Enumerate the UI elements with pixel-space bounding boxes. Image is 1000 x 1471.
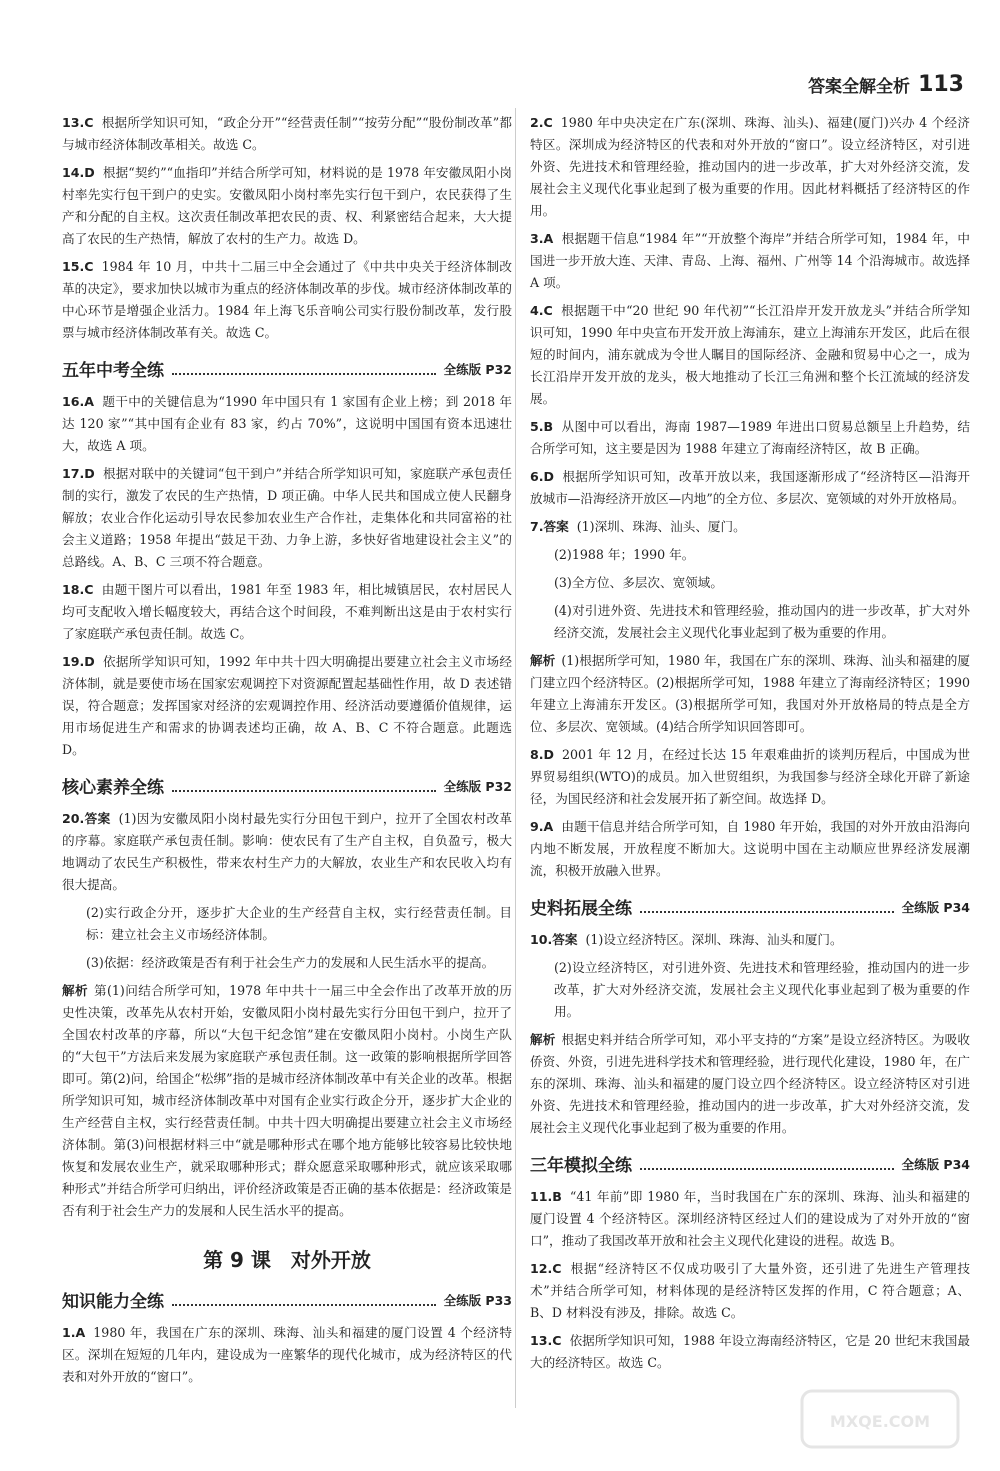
- answer-item: [62, 579, 512, 645]
- item-text: 根据所学知识可知，“政企分开”“经营责任制”“按劳分配”“股份制改革”都与城市经济体制改革相关。故选 C。: [62, 115, 512, 152]
- section-header: [530, 1151, 970, 1176]
- right-column: [530, 112, 970, 1380]
- item-text: 根据题干中“20 世纪 90 年代初”“长江沿岸开发开放龙头”并结合所学知识可知，1990 年中央宣布开发开放上海浦东，建立上海浦东开发区，此后在很短的时间内，浦东就成为令世人瞩目的国际经济、金融和贸易中心之一，成为长江沿岸开发开放的龙头，极大地推动了长江三角洲和整个长江流域的经济发展。: [530, 303, 970, 406]
- left-column: [62, 112, 512, 1394]
- answer-item: [530, 228, 970, 294]
- item-text: 由题干信息并结合所学可知，自 1980 年开始，我国的对外开放由沿海向内地不断发展，开放程度不断加大。这说明中国在主动顺应世界经济发展潮流，积极开放融入世界。: [530, 819, 970, 878]
- analysis-text: (1)根据所学可知，1980 年，我国在广东的深圳、珠海、汕头和福建的厦门建立四个经济特区。(2)根据所学可知，1988 年建立了海南经济特区；1990 年建立上海浦东开发区。(3)根据所学可知，我国对外开放格局的特点是全方位、多层次、宽领域。(4)结合所学知识回答即可。: [530, 653, 970, 734]
- section-ref: 全练版 P32: [443, 361, 512, 377]
- answer-subitem: (2)实行政企分开，逐步扩大企业的生产经营自主权，实行经营责任制。目标：建立社会主义市场经济体制。: [86, 905, 512, 942]
- section-header: [62, 356, 512, 381]
- item-text: “41 年前”即 1980 年，当时我国在广东的深圳、珠海、汕头和福建的厦门设置 4 个经济特区。深圳经济特区经过人们的建设成为了对外开放的“窗口”，推动了我国改革开放和社会主义现代化建设的进程。故选 B。: [530, 1189, 970, 1248]
- item-number: 18.C: [62, 582, 94, 597]
- item-text: (1)深圳、珠海、汕头、厦门。: [576, 519, 746, 534]
- answer-item: [530, 516, 970, 538]
- item-number: 12.C: [530, 1261, 562, 1276]
- answer-item: [62, 651, 512, 761]
- answer-item: [62, 391, 512, 457]
- answer-item: [530, 112, 970, 222]
- answer-item: [530, 1258, 970, 1324]
- item-text: 依据所学知识可知，1992 年中共十四大明确提出要建立社会主义市场经济体制，就是要使市场在国家宏观调控下对资源配置起基础性作用，故 D 表述错误，符合题意；发挥国家对经济的宏观调控作用、经济活动要遵循价值规律，运用市场促进生产和需求的协调表述均正确，故 A、B、C 不符合题意。此题选 D。: [62, 654, 512, 757]
- item-number: 5.B: [530, 419, 554, 434]
- item-text: (1)因为安徽凤阳小岗村最先实行分田包干到户，拉开了全国农村改革的序幕。家庭联产承包责任制。影响：使农民有了生产自主权，自负盈亏，极大地调动了农民生产积极性，带来农村生产力的大解放，农业生产和农民收入均有很大提高。: [62, 811, 513, 892]
- item-number: 6.D: [530, 469, 555, 484]
- answer-subitem: (4)对引进外资、先进技术和管理经验，推动国内的进一步改革，扩大对外经济交流，发展社会主义现代化事业起到了极为重要的作用。: [554, 603, 970, 640]
- section-dots: [640, 1158, 894, 1170]
- answer-item: [62, 112, 512, 156]
- section-header: [62, 773, 512, 798]
- section-title: 知识能力全练: [62, 1292, 164, 1312]
- section-title: 史料拓展全练: [530, 899, 632, 919]
- answer-subitem: (2)1988 年；1990 年。: [554, 547, 695, 562]
- answer-subitem: (2)设立经济特区，对引进外资、先进技术和管理经验，推动国内的进一步改革，扩大对外经济交流，发展社会主义现代化事业起到了极为重要的作用。: [554, 960, 970, 1019]
- answer-item: [62, 463, 512, 573]
- item-text: 根据所学知识可知，改革开放以来，我国逐渐形成了“经济特区—沿海开放城市—沿海经济开放区—内地”的全方位、多层次、宽领域的对外开放格局。: [530, 469, 970, 506]
- item-number: 2.C: [530, 115, 553, 130]
- analysis-text: 第(1)问结合所学可知，1978 年中共十一届三中全会作出了改革开放的历史性决策，改革先从农村开始，安徽凤阳小岗村最先实行分田包干到户，拉开了全国农村改革的序幕，所以“大包干纪念馆”建在安徽凤阳小岗村。小岗生产队的“大包干”方法后来发展为家庭联产承包责任制。这一政策的影响根据所学回答即可。第(2)问，给国企“松绑”指的是城市经济体制改革中有关企业的改革。根据所学知识可知，城市经济体制改革中对国有企业实行政企分开，逐步扩大企业的生产经营自主权，实行经营责任制。中共十四大明确提出要建立社会主义市场经济体制。第(3)问根据材料三中“就是哪种形式在哪个地方能够比较容易比较快地恢复和发展农业生产，就采取哪种形式；群众愿意采取哪种形式，就应该采取哪种形式”并结合所学可归纳出，评价经济政策是否正确的基本依据是：经济政策是否有利于社会生产力的发展和人民生活水平的提高。: [62, 983, 512, 1218]
- analysis: [62, 980, 512, 1222]
- item-number: 17.D: [62, 466, 95, 481]
- section-header: [62, 1287, 512, 1312]
- answer-subitem: (3)依据：经济政策是否有利于社会生产力的发展和人民生活水平的提高。: [86, 955, 495, 970]
- analysis-text: 根据史料并结合所学可知，邓小平支持的“方案”是设立经济特区。为吸收侨资、外资，引进先进科学技术和管理经验，进行现代化建设，1980 年，在广东的深圳、珠海、汕头和福建的厦门设立四个经济特区。设立经济特区对引进外资、先进技术和管理经验，推动国内的进一步改革，扩大对外经济交流，发展社会主义现代化事业起到了极为重要的作用。: [530, 1032, 970, 1135]
- item-number: 16.A: [62, 394, 95, 409]
- item-number: 15.C: [62, 259, 94, 274]
- section-title: 三年模拟全练: [530, 1156, 632, 1176]
- watermark-text: MXQE.COM: [829, 1412, 931, 1431]
- analysis: [530, 1029, 970, 1139]
- item-text: 1980 年，我国在广东的深圳、珠海、汕头和福建的厦门设置 4 个经济特区。深圳在短短的几年内，建设成为一座繁华的现代化城市，成为经济特区的代表和对外开放的“窗口”。: [62, 1325, 512, 1384]
- item-number: 20.答案: [62, 811, 111, 826]
- section-ref: 全练版 P34: [901, 899, 970, 915]
- item-text: 根据“经济特区不仅成功吸引了大量外资，还引进了先进生产管理技术”并结合所学可知，材料体现的是经济特区发挥的作用，C 符合题意；A、B、D 材料没有涉及，排除。故选 C。: [530, 1261, 970, 1320]
- item-number: 7.答案: [530, 519, 569, 534]
- item-text: 根据对联中的关键词“包干到户”并结合所学知识可知，家庭联产承包责任制的实行，激发了农民的生产热情，D 项正确。中华人民共和国成立使人民翻身解放；农业合作化运动引导农民参加农业生产合作社，走集体化和共同富裕的社会主义道路；1958 年提出“鼓足干劲、力争上游，多快好省地建设社会主义”的总路线。A、B、C 三项不符合题意。: [62, 466, 512, 569]
- analysis-label: 解析: [62, 983, 88, 998]
- section-dots: [172, 780, 436, 792]
- item-number: 9.A: [530, 819, 554, 834]
- answer-item: [530, 300, 970, 410]
- answer-item: [62, 808, 512, 896]
- item-number: 13.C: [62, 115, 94, 130]
- section-header: [530, 894, 970, 919]
- analysis-label: 解析: [530, 653, 556, 668]
- section-ref: 全练版 P34: [901, 1156, 970, 1172]
- section-dots: [172, 1294, 436, 1306]
- answer-item: [62, 1322, 512, 1388]
- item-text: 根据“契约”“血指印”并结合所学可知，材料说的是 1978 年安徽凤阳小岗村率先实行包干到户的史实。安徽凤阳小岗村率先实行包干到户，农民获得了生产和分配的自主权。这次责任制改革把农民的责、权、利紧密结合起来，大大提高了农民的生产热情，解放了农村的生产力。故选 D。: [62, 165, 512, 246]
- answer-item: [530, 744, 970, 810]
- watermark-logo: [800, 1389, 960, 1449]
- answer-item: [530, 466, 970, 510]
- answer-item: [530, 929, 970, 951]
- item-number: 1.A: [62, 1325, 86, 1340]
- item-number: 4.C: [530, 303, 553, 318]
- analysis-label: 解析: [530, 1032, 556, 1047]
- answer-item: [530, 1330, 970, 1374]
- section-title: 五年中考全练: [62, 361, 164, 381]
- item-number: 13.C: [530, 1333, 562, 1348]
- answer-item: [62, 162, 512, 250]
- section-ref: 全练版 P32: [443, 778, 512, 794]
- section-ref: 全练版 P33: [443, 1292, 512, 1308]
- item-number: 3.A: [530, 231, 554, 246]
- answer-subitem: (3)全方位、多层次、宽领域。: [554, 575, 723, 590]
- lesson-title: 第 9 课 对外开放: [203, 1248, 371, 1272]
- item-text: (1)设立经济特区。深圳、珠海、汕头和厦门。: [585, 932, 843, 947]
- analysis: [530, 650, 970, 738]
- item-text: 1984 年 10 月，中共十二届三中全会通过了《中共中央关于经济体制改革的决定》，要求加快以城市为重点的经济体制改革的步伐。城市经济体制改革的中心环节是增强企业活力。1984 年上海飞乐音响公司实行股份制改革，发行股票与城市经济体制改革有关。故选 C。: [62, 259, 512, 340]
- answer-item: [530, 416, 970, 460]
- item-text: 题干中的关键信息为“1990 年中国只有 1 家国有企业上榜；到 2018 年达 120 家”“其中国有企业有 83 家，约占 70%”，这说明中国国有资本迅速壮大，故选 A 项。: [62, 394, 512, 453]
- item-text: 依据所学知识可知，1988 年设立海南经济特区，它是 20 世纪末我国最大的经济特区。故选 C。: [530, 1333, 970, 1370]
- answer-item: [530, 816, 970, 882]
- item-number: 8.D: [530, 747, 555, 762]
- page-number: 113: [918, 72, 964, 97]
- item-number: 11.B: [530, 1189, 562, 1204]
- item-number: 19.D: [62, 654, 95, 669]
- answer-item: [62, 256, 512, 344]
- item-text: 从图中可以看出，海南 1987—1989 年进出口贸易总额呈上升趋势，结合所学可知，这主要是因为 1988 年建立了海南经济特区，故 B 正确。: [530, 419, 970, 456]
- item-text: 由题干图片可以看出，1981 年至 1983 年，相比城镇居民，农村居民人均可支配收入增长幅度较大，再结合这个时间段，不难判断出这是由于农村实行了家庭联产承包责任制。故选 C。: [62, 582, 512, 641]
- item-text: 根据题干信息“1984 年”“开放整个海岸”并结合所学可知，1984 年，中国进一步开放大连、天津、青岛、上海、福州、广州等 14 个沿海城市。故选择 A 项。: [530, 231, 970, 290]
- item-number: 10.答案: [530, 932, 578, 947]
- answer-item: [530, 1186, 970, 1252]
- header-title: 答案全解全析: [808, 77, 911, 97]
- column-divider: [515, 108, 516, 1408]
- item-text: 1980 年中央决定在广东(深圳、珠海、汕头)、福建(厦门)兴办 4 个经济特区。深圳成为经济特区的代表和对外开放的“窗口”。设立经济特区，对引进外资、先进技术和管理经验，推动国内的进一步改革，扩大对外经济交流，发展社会主义现代化事业起到了极为重要的作用。因此材料概括了经济特区的作用。: [530, 115, 970, 218]
- item-text: 2001 年 12 月，在经过长达 15 年艰难曲折的谈判历程后，中国成为世界贸易组织(WTO)的成员。加入世贸组织，为我国参与经济全球化开辟了新途径，为国民经济和社会发展开拓了新空间。故选择 D。: [530, 747, 970, 806]
- section-dots: [640, 901, 894, 913]
- section-dots: [172, 363, 436, 375]
- section-title: 核心素养全练: [62, 778, 164, 798]
- item-number: 14.D: [62, 165, 95, 180]
- page-header: [808, 72, 964, 97]
